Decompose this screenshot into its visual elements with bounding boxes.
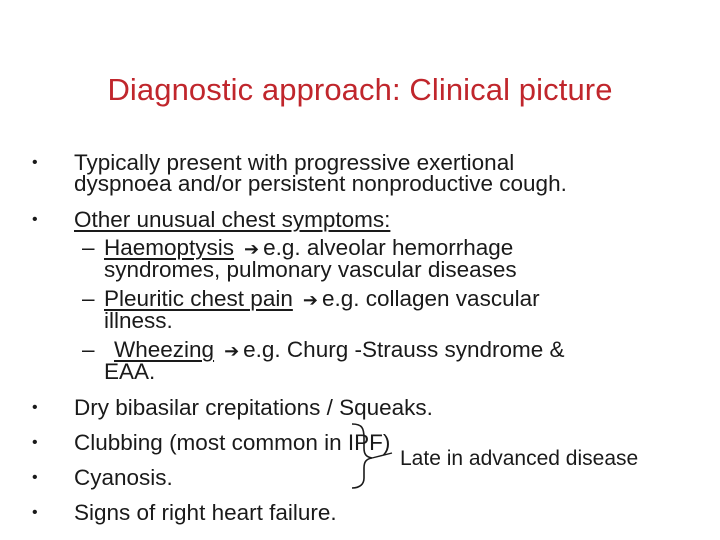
sub-text: e.g. Churg -Strauss syndrome & xyxy=(243,337,565,362)
annotation-note: Late in advanced disease xyxy=(400,447,639,470)
bullet-marker: • xyxy=(32,154,38,171)
sub-dash: – xyxy=(82,235,95,260)
symptom-label: Haemoptysis xyxy=(104,235,235,260)
bullet-text: Typically present with progressive exertional xyxy=(74,150,515,175)
sub-text: illness. xyxy=(104,308,173,333)
symptom-label: Wheezing xyxy=(114,337,215,362)
bullet-text: Dry bibasilar crepitations / Squeaks. xyxy=(74,395,433,420)
bullet-marker: • xyxy=(32,504,38,521)
arrow-icon: ➔ xyxy=(244,239,260,259)
sub-text: e.g. alveolar hemorrhage xyxy=(263,235,514,260)
sub-dash: – xyxy=(82,286,95,311)
bullet-marker: • xyxy=(32,434,38,451)
slide-title: Diagnostic approach: Clinical picture xyxy=(107,72,613,107)
bullet-text: Cyanosis. xyxy=(74,465,173,490)
bullet-marker: • xyxy=(32,399,38,416)
sub-text: syndromes, pulmonary vascular diseases xyxy=(104,257,517,282)
bullet-marker: • xyxy=(32,211,38,228)
grouping-brace xyxy=(348,420,394,490)
sub-text: EAA. xyxy=(104,359,156,384)
bullet-text: Signs of right heart failure. xyxy=(74,500,337,525)
sub-text: e.g. collagen vascular xyxy=(321,286,540,311)
arrow-icon: ➔ xyxy=(302,290,318,310)
bullet-text: Clubbing (most common in IPF) xyxy=(74,430,391,455)
bullet-text: Other unusual chest symptoms: xyxy=(74,207,391,232)
bullet-text: dyspnoea and/or persistent nonproductive cough. xyxy=(74,171,567,196)
arrow-icon: ➔ xyxy=(224,341,240,361)
bullet-marker: • xyxy=(32,469,38,486)
sub-dash: – xyxy=(82,337,95,362)
symptom-label: Pleuritic chest pain xyxy=(104,286,293,311)
